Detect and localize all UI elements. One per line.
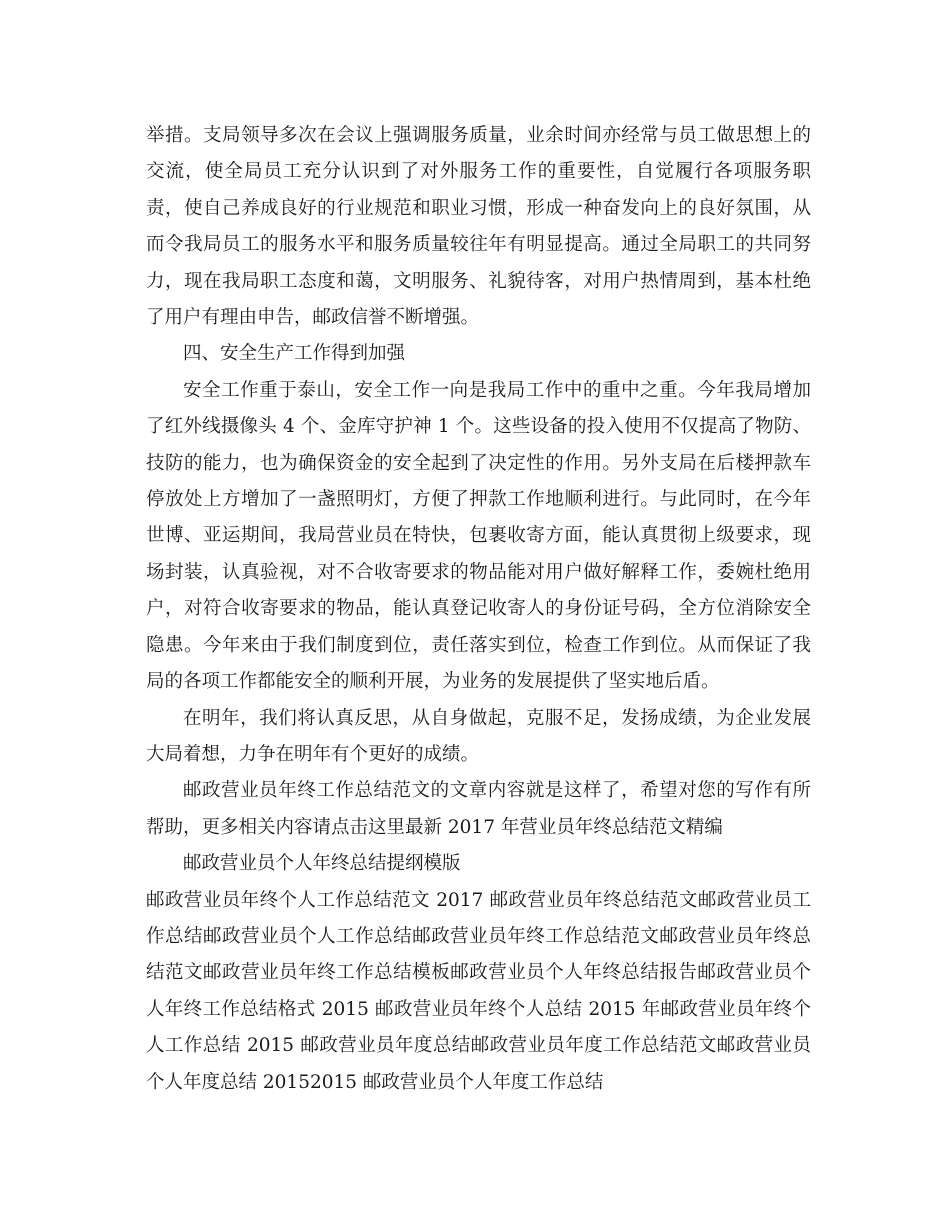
paragraph-safety-work: 安全工作重于泰山，安全工作一向是我局工作中的重中之重。今年我局增加了红外线摄像头 4 个、金库守护神 1 个。这些设备的投入使用不仅提高了物防、技防的能力，也为确保资金的安全起到了决定性的作用。另外支局在后楼押款车停放处上方增加了一盏照明灯，方便了押款工作地顺利进行。与此同时，在今年世博、亚运期间，我局营业员在特快，包裹收寄方面，能认真贯彻上级要求，现场封装，认真验视，对不合收寄要求的物品能对用户做好解释工作，委婉杜绝用户，对符合收寄要求的物品，能认真登记收寄人的身份证号码，全方位消除安全隐患。今年来由于我们制度到位，责任落实到位，检查工作到位。从而保证了我局的各项工作都能安全的顺利开展，为业务的发展提供了坚实地后盾。 [146, 379, 811, 693]
document-body [146, 118, 811, 1101]
section-heading-safety: 四、安全生产工作得到加强 [183, 343, 406, 365]
paragraph-related-links: 邮政营业员年终个人工作总结范文 2017 邮政营业员年终总结范文邮政营业员工作总结邮政营业员个人工作总结邮政营业员年终工作总结范文邮政营业员年终总结范文邮政营业员年终工作总结模板邮政营业员个人年终总结报告邮政营业员个人年终工作总结格式 2015 邮政营业员年终个人总结 2015 年邮政营业员年终个人工作总结 2015 邮政营业员年度总结邮政营业员年度工作总结范文邮政营业员个人年度总结 20152015 邮政营业员个人年度工作总结 [146, 889, 811, 1093]
paragraph-service-quality: 举措。支局领导多次在会议上强调服务质量，业余时间亦经常与员工做思想上的交流，使全局员工充分认识到了对外服务工作的重要性，自觉履行各项服务职责，使自己养成良好的行业规范和职业习惯，形成一种奋发向上的良好氛围，从而令我局员工的服务水平和服务质量较往年有明显提高。通过全局职工的共同努力，现在我局职工态度和蔼，文明服务、礼貌待客，对用户热情周到，基本杜绝了用户有理由申告，邮政信誉不断增强。 [146, 125, 811, 329]
paragraph-outline-title: 邮政营业员个人年终总结提纲模版 [183, 853, 461, 875]
paragraph-next-year: 在明年，我们将认真反思，从自身做起，克服不足，发扬成绩，为企业发展大局着想，力争在明年有个更好的成绩。 [146, 707, 811, 765]
paragraph-article-note: 邮政营业员年终工作总结范文的文章内容就是这样了，希望对您的写作有所帮助，更多相关内容请点击这里最新 2017 年营业员年终总结范文精编 [146, 780, 811, 838]
